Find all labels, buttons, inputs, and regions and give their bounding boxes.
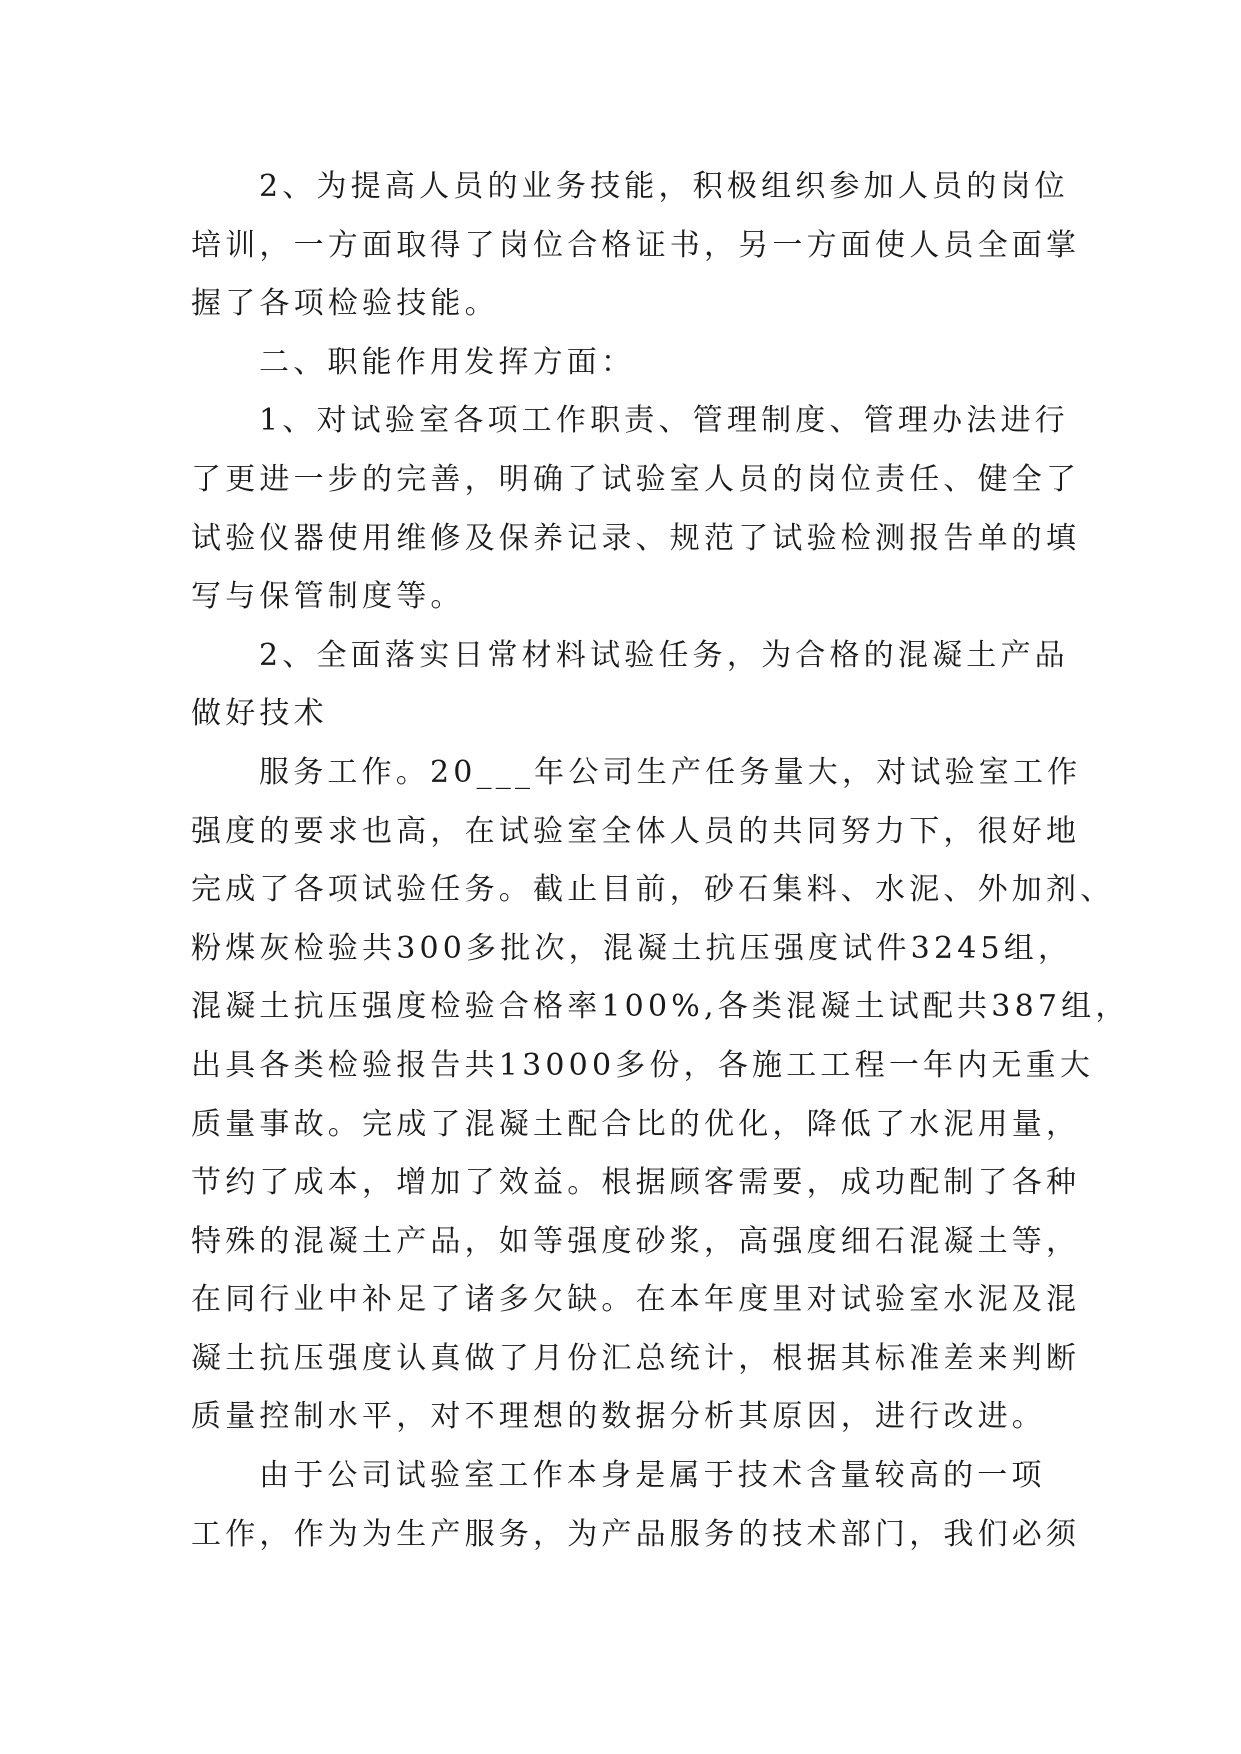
text-line: 粉煤灰检验共300多批次，混凝土抗压强度试件3245组，	[191, 930, 1073, 966]
text-line: 特殊的混凝土产品，如等强度砂浆，高强度细石混凝土等，	[191, 1223, 1081, 1259]
text-line: 节约了成本，增加了效益。根据顾客需要，成功配制了各种	[191, 1165, 1081, 1201]
text-line: 工作，作为为生产服务，为产品服务的技术部门，我们必须	[191, 1516, 1081, 1552]
text-line: 强度的要求也高，在试验室全体人员的共同努力下，很好地	[191, 813, 1081, 849]
document-body	[191, 158, 1130, 1564]
text-line: 培训，一方面取得了岗位合格证书，另一方面使人员全面掌	[191, 227, 1081, 263]
text-line: 2、全面落实日常材料试验任务，为合格的混凝土产品	[259, 637, 1069, 673]
text-line: 混凝土抗压强度检验合格率100%,各类混凝土试配共387组，	[191, 989, 1130, 1025]
text-line: 了更进一步的完善，明确了试验室人员的岗位责任、健全了	[191, 461, 1081, 497]
text-line: 质量控制水平，对不理想的数据分析其原因，进行改进。	[191, 1399, 1046, 1435]
text-line: 在同行业中补足了诸多欠缺。在本年度里对试验室水泥及混	[191, 1282, 1081, 1318]
text-line: 握了各项检验技能。	[191, 286, 499, 322]
text-line: 试验仪器使用维修及保养记录、规范了试验检测报告单的填	[191, 520, 1081, 556]
text-line: 服务工作。20___年公司生产任务量大，对试验室工作	[259, 754, 1082, 790]
text-line: 凝土抗压强度认真做了月份汇总统计，根据其标准差来判断	[191, 1340, 1081, 1376]
text-line: 质量事故。完成了混凝土配合比的优化，降低了水泥用量，	[191, 1106, 1081, 1142]
text-line: 二、职能作用发挥方面：	[259, 344, 636, 380]
text-line: 由于公司试验室工作本身是属于技术含量较高的一项	[259, 1458, 1046, 1494]
text-line: 出具各类检验报告共13000多份，各施工工程一年内无重大	[191, 1047, 1095, 1083]
text-line: 写与保管制度等。	[191, 579, 465, 615]
text-line: 1、对试验室各项工作职责、管理制度、管理办法进行	[259, 403, 1069, 439]
text-line: 完成了各项试验任务。截止目前，砂石集料、水泥、外加剂、	[191, 872, 1115, 908]
text-line: 做好技术	[191, 696, 328, 732]
text-line: 2、为提高人员的业务技能，积极组织参加人员的岗位	[259, 169, 1069, 204]
